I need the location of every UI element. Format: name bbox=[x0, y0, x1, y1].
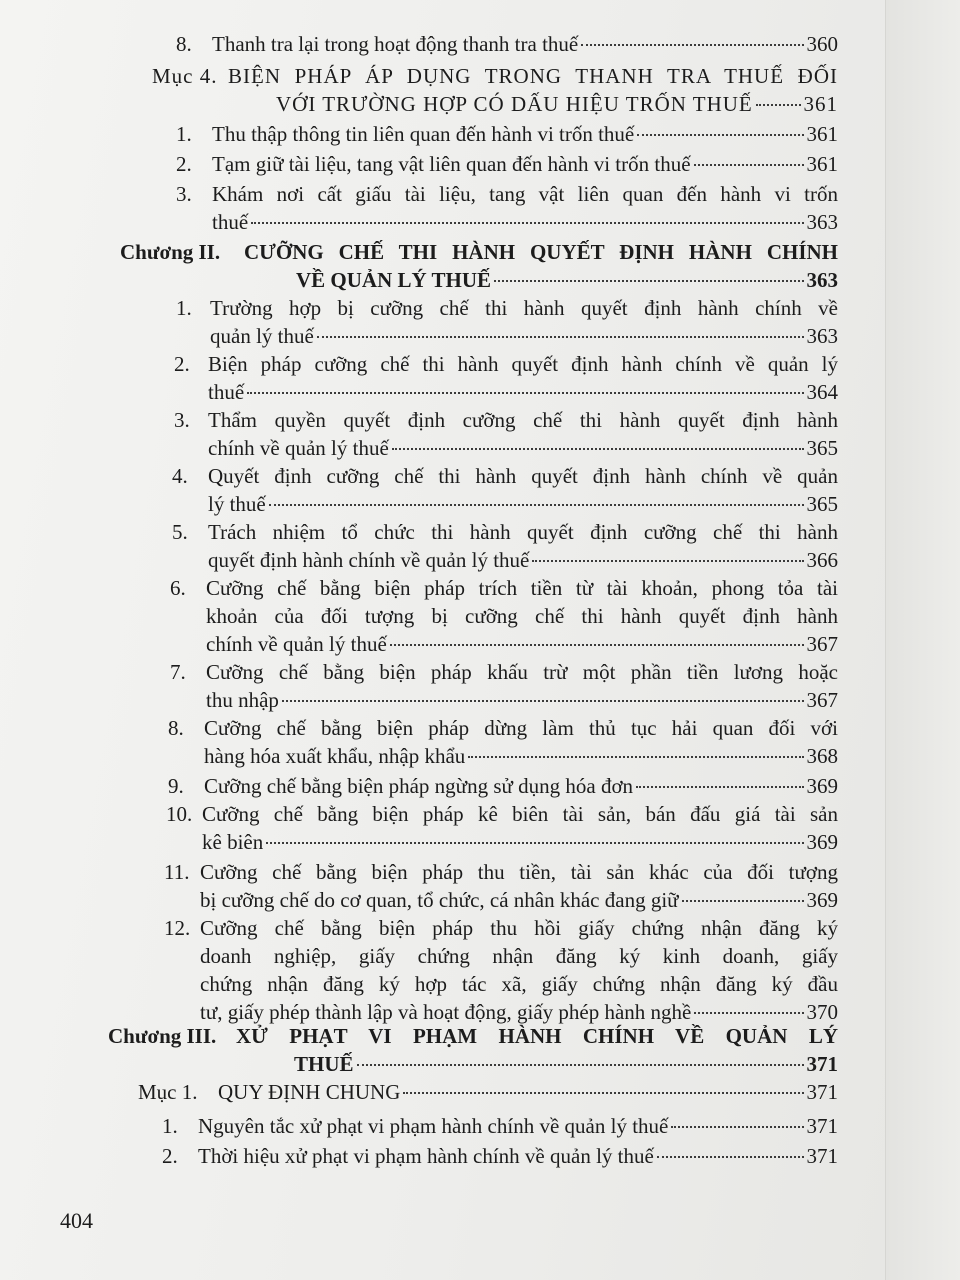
entry-title bbox=[212, 180, 838, 236]
entry-title bbox=[228, 62, 838, 118]
dot-leader bbox=[403, 1092, 803, 1094]
entry-title-line: BIỆN PHÁP ÁP DỤNG TRONG THANH TRA THUẾ ĐỐI bbox=[228, 64, 838, 88]
entry-title-line: Thu thập thông tin liên quan đến hành vi trốn thuế bbox=[212, 122, 635, 146]
toc-entry bbox=[176, 120, 838, 148]
entry-title bbox=[208, 462, 838, 518]
entry-title-line: VỚI TRƯỜNG HỢP CÓ DẤU HIỆU TRỐN THUẾ bbox=[276, 92, 753, 116]
entry-title bbox=[218, 1078, 838, 1106]
entry-title-line: Cưỡng chế bằng biện pháp khấu trừ một phần tiền lương hoặc bbox=[206, 660, 838, 684]
entry-title-line: thuế bbox=[208, 380, 245, 404]
toc-entry bbox=[172, 518, 838, 574]
entry-title-line: tư, giấy phép thành lập và hoạt động, giấy phép hành nghề bbox=[200, 1000, 692, 1024]
toc-entry bbox=[168, 772, 838, 800]
entry-page-number: 371 bbox=[806, 1144, 838, 1168]
entry-title-line: Cưỡng chế bằng biện pháp ngừng sử dụng hóa đơn bbox=[204, 774, 634, 798]
entry-number: 3. bbox=[174, 408, 190, 432]
dot-leader bbox=[390, 644, 804, 646]
entry-page-number: 361 bbox=[806, 122, 838, 146]
entry-title-line: chính về quản lý thuế bbox=[206, 632, 387, 656]
toc-entry bbox=[170, 658, 838, 714]
entry-title-line: Biện pháp cưỡng chế thi hành quyết định hành chính về quản lý bbox=[208, 352, 838, 376]
entry-number: Chương II. bbox=[120, 240, 221, 264]
toc-entry bbox=[170, 574, 838, 658]
toc-entry bbox=[174, 406, 838, 462]
dot-leader bbox=[694, 164, 804, 166]
entry-number: 11. bbox=[164, 860, 190, 884]
entry-title-line: Cưỡng chế bằng biện pháp trích tiền từ tài khoản, phong tỏa tài bbox=[206, 576, 838, 600]
entry-number: Mục 4. bbox=[152, 64, 218, 88]
entry-title bbox=[204, 772, 838, 800]
entry-number: 1. bbox=[176, 122, 192, 146]
entry-title-line: Tạm giữ tài liệu, tang vật liên quan đến hành vi trốn thuế bbox=[212, 152, 691, 176]
dot-leader bbox=[637, 134, 803, 136]
entry-title-line: hàng hóa xuất khẩu, nhập khẩu bbox=[204, 744, 466, 768]
entry-page-number: 371 bbox=[806, 1052, 838, 1076]
entry-title-line: Thẩm quyền quyết định cưỡng chế thi hành quyết định hành bbox=[208, 408, 838, 432]
entry-title-line: kê biên bbox=[202, 830, 264, 854]
entry-number: 2. bbox=[176, 152, 192, 176]
entry-page-number: 365 bbox=[806, 436, 838, 460]
dot-leader bbox=[756, 104, 801, 106]
entry-number: 1. bbox=[162, 1114, 178, 1138]
entry-title-line: Cưỡng chế bằng biện pháp dừng làm thủ tục hải quan đối với bbox=[204, 716, 838, 740]
entry-page-number: 365 bbox=[806, 492, 838, 516]
dot-leader bbox=[247, 392, 803, 394]
entry-page-number: 363 bbox=[806, 268, 838, 292]
dot-leader bbox=[671, 1126, 803, 1128]
dot-leader bbox=[251, 222, 803, 224]
entry-title bbox=[204, 714, 838, 770]
toc-entry bbox=[152, 62, 838, 118]
entry-number: 8. bbox=[168, 716, 184, 740]
entry-title bbox=[206, 658, 838, 714]
entry-page-number: 370 bbox=[806, 1000, 838, 1024]
entry-title bbox=[200, 858, 838, 914]
entry-title-line: quản lý thuế bbox=[210, 324, 314, 348]
entry-title-line: CƯỠNG CHẾ THI HÀNH QUYẾT ĐỊNH HÀNH CHÍNH bbox=[244, 240, 838, 264]
entry-title-line: khoản của đối tượng bị cưỡng chế thi hành quyết định hành bbox=[206, 604, 838, 628]
entry-page-number: 371 bbox=[806, 1080, 838, 1104]
entry-number: 9. bbox=[168, 774, 184, 798]
toc-entry bbox=[120, 238, 838, 294]
entry-title-line: thuế bbox=[212, 210, 249, 234]
toc-entry bbox=[176, 150, 838, 178]
dot-leader bbox=[266, 842, 803, 844]
entry-page-number: 369 bbox=[806, 830, 838, 854]
dot-leader bbox=[282, 700, 804, 702]
dot-leader bbox=[357, 1064, 804, 1066]
page-edge bbox=[885, 0, 960, 1280]
entry-page-number: 363 bbox=[806, 210, 838, 234]
toc-entry bbox=[164, 914, 838, 1026]
entry-title-line: thu nhập bbox=[206, 688, 279, 712]
entry-number: 3. bbox=[176, 182, 192, 206]
toc-entry bbox=[164, 858, 838, 914]
entry-page-number: 368 bbox=[806, 744, 838, 768]
entry-title bbox=[198, 1142, 838, 1170]
entry-title bbox=[208, 406, 838, 462]
entry-title bbox=[210, 294, 838, 350]
entry-page-number: 361 bbox=[803, 92, 838, 116]
dot-leader bbox=[317, 336, 804, 338]
entry-title-line: THUẾ bbox=[294, 1052, 354, 1076]
toc-entry bbox=[176, 294, 838, 350]
entry-title-line: Thanh tra lại trong hoạt động thanh tra thuế bbox=[212, 32, 579, 56]
entry-title bbox=[208, 518, 838, 574]
dot-leader bbox=[392, 448, 804, 450]
entry-title-line: QUY ĐỊNH CHUNG bbox=[218, 1080, 401, 1104]
entry-page-number: 364 bbox=[806, 380, 838, 404]
dot-leader bbox=[657, 1156, 804, 1158]
entry-page-number: 360 bbox=[806, 32, 838, 56]
entry-title-line: chứng nhận đăng ký hợp tác xã, giấy chứng nhận đăng ký đầu bbox=[200, 972, 838, 996]
entry-page-number: 366 bbox=[806, 548, 838, 572]
entry-title-line: lý thuế bbox=[208, 492, 266, 516]
entry-number: 2. bbox=[174, 352, 190, 376]
entry-number: 12. bbox=[164, 916, 191, 940]
toc-entry bbox=[162, 1112, 838, 1140]
entry-page-number: 361 bbox=[806, 152, 838, 176]
entry-title bbox=[212, 30, 838, 58]
entry-number: 1. bbox=[176, 296, 192, 320]
toc-entry bbox=[176, 30, 838, 58]
toc-entry bbox=[138, 1078, 838, 1106]
toc-entry bbox=[176, 180, 838, 236]
entry-title-line: Thời hiệu xử phạt vi phạm hành chính về quản lý thuế bbox=[198, 1144, 654, 1168]
entry-title-line: Nguyên tắc xử phạt vi phạm hành chính về quản lý thuế bbox=[198, 1114, 669, 1138]
toc-entry bbox=[108, 1022, 838, 1078]
page-number: 404 bbox=[60, 1208, 93, 1233]
entry-title-line: Cưỡng chế bằng biện pháp thu tiền, tài sản khác của đối tượng bbox=[200, 860, 838, 884]
entry-title-line: quyết định hành chính về quản lý thuế bbox=[208, 548, 530, 572]
entry-number: 6. bbox=[170, 576, 186, 600]
dot-leader bbox=[269, 504, 804, 506]
dot-leader bbox=[636, 786, 803, 788]
entry-title-line: Quyết định cưỡng chế thi hành quyết định hành chính về quản bbox=[208, 464, 838, 488]
entry-page-number: 363 bbox=[806, 324, 838, 348]
entry-title-line: Khám nơi cất giấu tài liệu, tang vật liên quan đến hành vi trốn bbox=[212, 182, 838, 206]
dot-leader bbox=[682, 900, 804, 902]
entry-title bbox=[200, 914, 838, 1026]
entry-title-line: XỬ PHẠT VI PHẠM HÀNH CHÍNH VỀ QUẢN LÝ bbox=[236, 1024, 838, 1048]
entry-number: 5. bbox=[172, 520, 188, 544]
toc-entry bbox=[162, 1142, 838, 1170]
toc-entry bbox=[172, 462, 838, 518]
toc-entry bbox=[166, 800, 838, 856]
entry-title bbox=[208, 350, 838, 406]
entry-title bbox=[236, 1022, 838, 1078]
entry-number: 8. bbox=[176, 32, 192, 56]
entry-title-line: bị cưỡng chế do cơ quan, tổ chức, cá nhân khác đang giữ bbox=[200, 888, 679, 912]
entry-title-line: Cưỡng chế bằng biện pháp thu hồi giấy chứng nhận đăng ký bbox=[200, 916, 838, 940]
entry-title-line: chính về quản lý thuế bbox=[208, 436, 389, 460]
entry-title-line: Trường hợp bị cưỡng chế thi hành quyết định hành chính về bbox=[210, 296, 838, 320]
entry-page-number: 369 bbox=[806, 774, 838, 798]
entry-title bbox=[212, 150, 838, 178]
entry-title bbox=[206, 574, 838, 658]
entry-number: Chương III. bbox=[108, 1024, 217, 1048]
entry-number: Mục 1. bbox=[138, 1080, 198, 1104]
toc-entry bbox=[168, 714, 838, 770]
dot-leader bbox=[468, 756, 803, 758]
entry-title-line: VỀ QUẢN LÝ THUẾ bbox=[296, 268, 492, 292]
dot-leader bbox=[694, 1012, 803, 1014]
entry-number: 7. bbox=[170, 660, 186, 684]
toc-entry bbox=[174, 350, 838, 406]
entry-title bbox=[212, 120, 838, 148]
dot-leader bbox=[581, 44, 803, 46]
entry-title-line: Cưỡng chế bằng biện pháp kê biên tài sản, bán đấu giá tài sản bbox=[202, 802, 838, 826]
entry-title bbox=[198, 1112, 838, 1140]
entry-title-line: doanh nghiệp, giấy chứng nhận đăng ký kinh doanh, giấy bbox=[200, 944, 838, 968]
entry-page-number: 367 bbox=[806, 688, 838, 712]
entry-title bbox=[202, 800, 838, 856]
dot-leader bbox=[532, 560, 803, 562]
entry-number: 10. bbox=[166, 802, 193, 826]
entry-title bbox=[244, 238, 838, 294]
dot-leader bbox=[494, 280, 803, 282]
entry-page-number: 371 bbox=[806, 1114, 838, 1138]
entry-page-number: 369 bbox=[806, 888, 838, 912]
entry-number: 4. bbox=[172, 464, 188, 488]
entry-title-line: Trách nhiệm tổ chức thi hành quyết định cưỡng chế thi hành bbox=[208, 520, 838, 544]
entry-number: 2. bbox=[162, 1144, 178, 1168]
entry-page-number: 367 bbox=[806, 632, 838, 656]
